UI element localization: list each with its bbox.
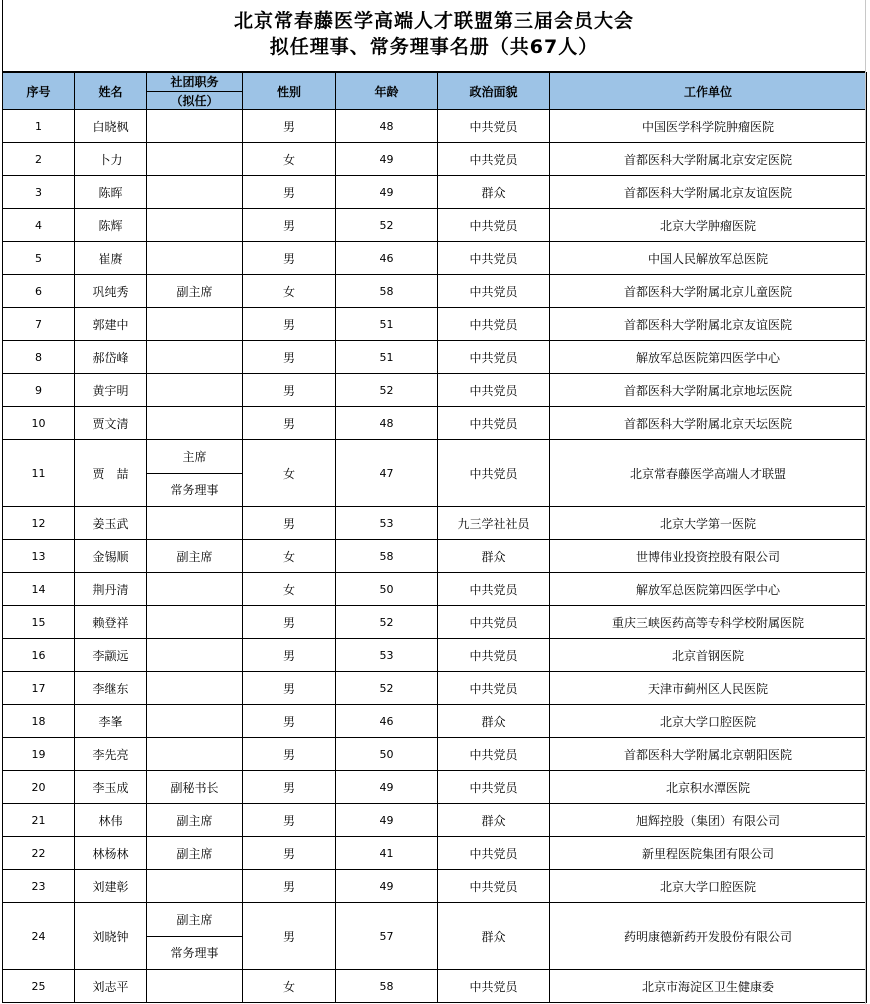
cell-seq[interactable]: 19 [3, 738, 75, 771]
cell-political[interactable]: 中共党员 [438, 639, 550, 672]
cell-political[interactable]: 中共党员 [438, 110, 550, 143]
table-row [3, 374, 867, 407]
cell-seq[interactable]: 18 [3, 705, 75, 738]
cell-name[interactable]: 刘晓钟 [75, 903, 147, 970]
table-row [3, 308, 867, 341]
table-row [3, 705, 867, 738]
cell-name[interactable]: 李继东 [75, 672, 147, 705]
cell-name[interactable]: 崔赓 [75, 242, 147, 275]
table-row [3, 209, 867, 242]
table-row [3, 507, 867, 540]
cell-position[interactable]: 副主席 [147, 540, 243, 573]
cell-gender[interactable]: 男 [243, 507, 336, 540]
cell-seq[interactable]: 23 [3, 870, 75, 903]
table-row [3, 275, 867, 308]
cell-workplace[interactable]: 北京大学肿瘤医院 [550, 209, 867, 242]
cell-name[interactable]: 姜玉武 [75, 507, 147, 540]
cell-position-line: 副主席 [147, 903, 242, 937]
cell-workplace[interactable]: 首都医科大学附属北京友谊医院 [550, 308, 867, 341]
cell-workplace[interactable]: 世博伟业投资控股有限公司 [550, 540, 867, 573]
cell-seq[interactable]: 1 [3, 110, 75, 143]
header-seq: 序号 [3, 73, 75, 110]
cell-seq[interactable]: 11 [3, 440, 75, 507]
cell-seq[interactable]: 12 [3, 507, 75, 540]
cell-political[interactable]: 中共党员 [438, 738, 550, 771]
cell-political[interactable]: 群众 [438, 903, 550, 970]
page-title: 北京常春藤医学高端人才联盟第三届会员大会 [233, 10, 634, 32]
cell-political[interactable]: 中共党员 [438, 672, 550, 705]
cell-seq[interactable]: 20 [3, 771, 75, 804]
sheet-edge [865, 0, 866, 1004]
cell-political[interactable]: 中共党员 [438, 341, 550, 374]
cell-position[interactable] [147, 573, 243, 606]
cell-position[interactable]: 副主席 [147, 837, 243, 870]
cell-position-line: 常务理事 [170, 483, 219, 498]
cell-political[interactable]: 中共党员 [438, 970, 550, 1003]
cell-seq[interactable]: 22 [3, 837, 75, 870]
cell-gender[interactable]: 男 [243, 771, 336, 804]
cell-political[interactable]: 中共党员 [438, 837, 550, 870]
cell-name[interactable]: 白晓枫 [75, 110, 147, 143]
cell-age[interactable]: 52 [336, 209, 438, 242]
cell-name[interactable]: 李玉成 [75, 771, 147, 804]
cell-workplace[interactable]: 重庆三峡医药高等专科学校附属医院 [550, 606, 867, 639]
title-block [2, 0, 866, 72]
roster-table [2, 72, 867, 1003]
cell-name[interactable]: 李先亮 [75, 738, 147, 771]
cell-age[interactable]: 49 [336, 804, 438, 837]
cell-position[interactable] [147, 903, 243, 970]
cell-name[interactable]: 卜力 [75, 143, 147, 176]
table-row [3, 540, 867, 573]
cell-position[interactable]: 副秘书长 [147, 771, 243, 804]
cell-workplace[interactable]: 首都医科大学附属北京友谊医院 [550, 176, 867, 209]
cell-name[interactable]: 刘建彰 [75, 870, 147, 903]
cell-political[interactable]: 群众 [438, 540, 550, 573]
cell-age[interactable]: 50 [336, 738, 438, 771]
cell-gender[interactable]: 女 [243, 275, 336, 308]
cell-workplace[interactable]: 北京首钢医院 [550, 639, 867, 672]
cell-gender[interactable]: 男 [243, 407, 336, 440]
cell-political[interactable]: 群众 [438, 804, 550, 837]
cell-seq[interactable]: 21 [3, 804, 75, 837]
cell-age[interactable]: 50 [336, 573, 438, 606]
cell-name[interactable]: 金锡顺 [75, 540, 147, 573]
cell-age[interactable]: 47 [336, 440, 438, 507]
cell-workplace[interactable]: 北京大学口腔医院 [550, 870, 867, 903]
cell-workplace[interactable]: 解放军总医院第四医学中心 [550, 573, 867, 606]
cell-workplace[interactable]: 旭辉控股（集团）有限公司 [550, 804, 867, 837]
cell-political[interactable]: 中共党员 [438, 308, 550, 341]
cell-seq[interactable]: 7 [3, 308, 75, 341]
cell-name[interactable]: 巩纯秀 [75, 275, 147, 308]
cell-age[interactable]: 46 [336, 705, 438, 738]
cell-position[interactable]: 副主席 [147, 275, 243, 308]
cell-gender[interactable]: 男 [243, 242, 336, 275]
cell-workplace[interactable]: 首都医科大学附属北京天坛医院 [550, 407, 867, 440]
cell-gender[interactable]: 男 [243, 672, 336, 705]
cell-gender[interactable]: 女 [243, 440, 336, 507]
cell-workplace[interactable]: 中国医学科学院肿瘤医院 [550, 110, 867, 143]
cell-seq[interactable]: 2 [3, 143, 75, 176]
cell-workplace[interactable]: 北京大学口腔医院 [550, 705, 867, 738]
cell-position[interactable] [147, 308, 243, 341]
header-political: 政治面貌 [438, 73, 550, 110]
header-gender: 性别 [243, 73, 336, 110]
cell-seq[interactable]: 10 [3, 407, 75, 440]
cell-position[interactable] [147, 440, 243, 507]
cell-political[interactable]: 中共党员 [438, 771, 550, 804]
cell-name[interactable]: 郭建中 [75, 308, 147, 341]
table-row [3, 242, 867, 275]
cell-gender[interactable]: 男 [243, 738, 336, 771]
cell-political[interactable]: 中共党员 [438, 209, 550, 242]
cell-gender[interactable]: 女 [243, 573, 336, 606]
cell-seq[interactable]: 13 [3, 540, 75, 573]
cell-age[interactable]: 58 [336, 540, 438, 573]
cell-gender[interactable]: 男 [243, 903, 336, 970]
cell-name[interactable]: 荆丹清 [75, 573, 147, 606]
cell-workplace[interactable]: 中国人民解放军总医院 [550, 242, 867, 275]
cell-position[interactable] [147, 507, 243, 540]
table-row [3, 639, 867, 672]
cell-name[interactable]: 陈辉 [75, 209, 147, 242]
cell-seq[interactable]: 17 [3, 672, 75, 705]
cell-position[interactable] [147, 209, 243, 242]
cell-gender[interactable]: 男 [243, 837, 336, 870]
cell-name[interactable]: 林伟 [75, 804, 147, 837]
cell-gender[interactable]: 男 [243, 804, 336, 837]
cell-position[interactable] [147, 738, 243, 771]
cell-gender[interactable]: 女 [243, 970, 336, 1003]
roster-body [3, 110, 867, 1003]
cell-name[interactable]: 李颛远 [75, 639, 147, 672]
cell-political[interactable]: 群众 [438, 705, 550, 738]
cell-age[interactable]: 52 [336, 606, 438, 639]
cell-position[interactable] [147, 407, 243, 440]
cell-position[interactable] [147, 374, 243, 407]
cell-position[interactable] [147, 242, 243, 275]
cell-gender[interactable]: 男 [243, 341, 336, 374]
cell-position[interactable] [147, 970, 243, 1003]
cell-workplace[interactable]: 首都医科大学附属北京朝阳医院 [550, 738, 867, 771]
cell-name[interactable]: 李峯 [75, 705, 147, 738]
cell-political[interactable]: 中共党员 [438, 143, 550, 176]
cell-name[interactable]: 黄宇明 [75, 374, 147, 407]
table-row [3, 771, 867, 804]
header-position-note: （拟任） [147, 91, 243, 110]
cell-seq[interactable]: 14 [3, 573, 75, 606]
header-name: 姓名 [75, 73, 147, 110]
table-row [3, 606, 867, 639]
cell-age[interactable]: 58 [336, 970, 438, 1003]
cell-position[interactable] [147, 705, 243, 738]
cell-seq[interactable]: 8 [3, 341, 75, 374]
cell-workplace[interactable]: 新里程医院集团有限公司 [550, 837, 867, 870]
cell-seq[interactable]: 15 [3, 606, 75, 639]
table-row [3, 738, 867, 771]
cell-political[interactable]: 群众 [438, 176, 550, 209]
cell-position-line: 常务理事 [170, 946, 219, 961]
cell-position[interactable] [147, 639, 243, 672]
table-row [3, 407, 867, 440]
cell-seq[interactable]: 16 [3, 639, 75, 672]
cell-gender[interactable]: 男 [243, 606, 336, 639]
cell-name[interactable]: 刘志平 [75, 970, 147, 1003]
table-row [3, 341, 867, 374]
cell-position[interactable] [147, 672, 243, 705]
cell-age[interactable]: 57 [336, 903, 438, 970]
cell-gender[interactable]: 男 [243, 705, 336, 738]
cell-gender[interactable]: 男 [243, 176, 336, 209]
cell-political[interactable]: 中共党员 [438, 242, 550, 275]
table-row [3, 573, 867, 606]
cell-gender[interactable]: 男 [243, 209, 336, 242]
cell-gender[interactable]: 男 [243, 110, 336, 143]
cell-political[interactable]: 中共党员 [438, 870, 550, 903]
cell-name[interactable]: 陈晖 [75, 176, 147, 209]
table-row [3, 837, 867, 870]
cell-age[interactable]: 48 [336, 110, 438, 143]
cell-age[interactable]: 58 [336, 275, 438, 308]
cell-age[interactable]: 49 [336, 176, 438, 209]
cell-position[interactable] [147, 870, 243, 903]
cell-seq[interactable]: 3 [3, 176, 75, 209]
cell-political[interactable]: 中共党员 [438, 275, 550, 308]
cell-position[interactable] [147, 606, 243, 639]
cell-gender[interactable]: 男 [243, 639, 336, 672]
cell-seq[interactable]: 9 [3, 374, 75, 407]
cell-gender[interactable]: 女 [243, 540, 336, 573]
cell-name[interactable]: 贾文清 [75, 407, 147, 440]
table-row [3, 903, 867, 970]
cell-workplace[interactable]: 解放军总医院第四医学中心 [550, 341, 867, 374]
cell-workplace[interactable]: 天津市蓟州区人民医院 [550, 672, 867, 705]
cell-workplace[interactable]: 首都医科大学附属北京儿童医院 [550, 275, 867, 308]
cell-political[interactable]: 九三学社社员 [438, 507, 550, 540]
cell-position[interactable] [147, 341, 243, 374]
cell-seq[interactable]: 4 [3, 209, 75, 242]
cell-gender[interactable]: 男 [243, 870, 336, 903]
header-row [3, 73, 867, 92]
cell-age[interactable]: 49 [336, 870, 438, 903]
cell-age[interactable]: 52 [336, 374, 438, 407]
cell-gender[interactable]: 女 [243, 143, 336, 176]
cell-seq[interactable]: 24 [3, 903, 75, 970]
cell-workplace[interactable]: 药明康德新药开发股份有限公司 [550, 903, 867, 970]
table-row [3, 870, 867, 903]
cell-gender[interactable]: 男 [243, 374, 336, 407]
cell-position-line: 主席 [147, 440, 242, 474]
cell-political[interactable]: 中共党员 [438, 573, 550, 606]
table-row [3, 970, 867, 1003]
cell-seq[interactable]: 5 [3, 242, 75, 275]
cell-name[interactable]: 郝岱峰 [75, 341, 147, 374]
cell-age[interactable]: 41 [336, 837, 438, 870]
cell-name[interactable]: 贾 喆 [75, 440, 147, 507]
cell-workplace[interactable]: 首都医科大学附属北京安定医院 [550, 143, 867, 176]
table-row [3, 672, 867, 705]
cell-political[interactable]: 中共党员 [438, 606, 550, 639]
cell-name[interactable]: 林杨林 [75, 837, 147, 870]
cell-gender[interactable]: 男 [243, 308, 336, 341]
cell-age[interactable]: 48 [336, 407, 438, 440]
cell-position[interactable] [147, 176, 243, 209]
table-row [3, 110, 867, 143]
cell-age[interactable]: 52 [336, 672, 438, 705]
cell-age[interactable]: 49 [336, 143, 438, 176]
table-row [3, 143, 867, 176]
cell-position[interactable]: 副主席 [147, 804, 243, 837]
header-workplace: 工作单位 [550, 73, 867, 110]
cell-political[interactable]: 中共党员 [438, 407, 550, 440]
cell-age[interactable]: 53 [336, 639, 438, 672]
cell-political[interactable]: 中共党员 [438, 374, 550, 407]
cell-workplace[interactable]: 北京市海淀区卫生健康委 [550, 970, 867, 1003]
cell-workplace[interactable]: 北京积水潭医院 [550, 771, 867, 804]
page-subtitle: 拟任理事、常务理事名册（共67人） [269, 36, 599, 58]
cell-workplace[interactable]: 北京常春藤医学高端人才联盟 [550, 440, 867, 507]
cell-age[interactable]: 51 [336, 308, 438, 341]
table-row [3, 804, 867, 837]
header-age: 年龄 [336, 73, 438, 110]
cell-seq[interactable]: 6 [3, 275, 75, 308]
cell-age[interactable]: 46 [336, 242, 438, 275]
table-row [3, 176, 867, 209]
cell-name[interactable]: 赖登祥 [75, 606, 147, 639]
cell-age[interactable]: 51 [336, 341, 438, 374]
cell-seq[interactable]: 25 [3, 970, 75, 1003]
cell-position[interactable] [147, 143, 243, 176]
cell-position[interactable] [147, 110, 243, 143]
cell-age[interactable]: 49 [336, 771, 438, 804]
cell-workplace[interactable]: 北京大学第一医院 [550, 507, 867, 540]
header-position: 社团职务 [147, 73, 243, 92]
cell-political[interactable]: 中共党员 [438, 440, 550, 507]
cell-workplace[interactable]: 首都医科大学附属北京地坛医院 [550, 374, 867, 407]
cell-age[interactable]: 53 [336, 507, 438, 540]
table-row [3, 440, 867, 507]
